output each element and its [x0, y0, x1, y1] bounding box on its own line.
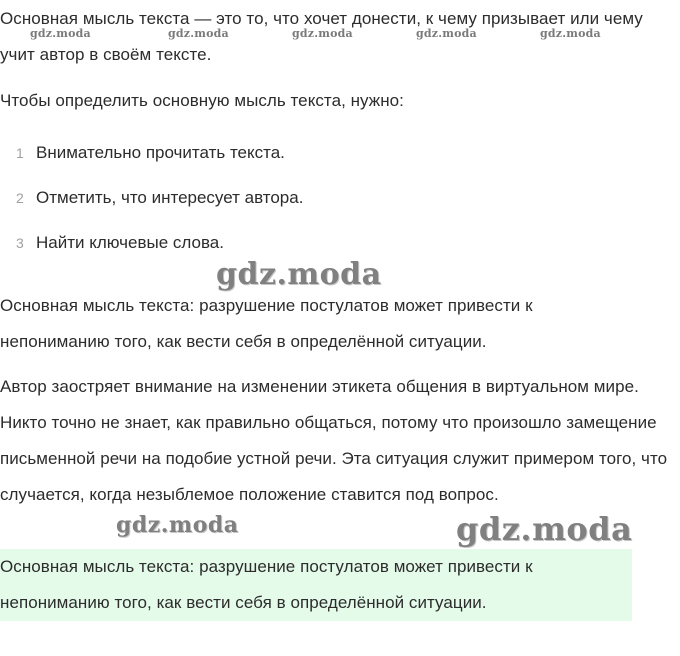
watermark-small: gdz.moda: [168, 27, 229, 40]
list-item-text: Внимательно прочитать текста.: [36, 143, 285, 162]
watermark-small: gdz.moda: [292, 27, 353, 40]
author-paragraph: Автор заостряет внимание на изменении этикета общения в виртуальном мире. Никто точно не знает, как правильно общаться, потому что произошло замещение письменной речи на подобие устной речи. Эта ситуация служит примером того, что случается, когда незыблемое положение ставится под вопрос.: [0, 377, 668, 504]
watermark-small: gdz.moda: [30, 27, 91, 40]
list-number: 1: [16, 145, 24, 161]
highlighted-answer-text: Основная мысль текста: разрушение постулатов может привести к непониманию того, как вести себя в определённой ситуации.: [0, 557, 533, 612]
list-item-text: Отметить, что интересует автора.: [36, 188, 304, 207]
steps-list: [0, 135, 303, 270]
list-item-text: Найти ключевые слова.: [36, 233, 224, 252]
watermark-small: gdz.moda: [416, 27, 477, 40]
list-item: [0, 135, 303, 180]
list-number: 3: [16, 235, 24, 251]
highlighted-answer-block: [0, 549, 632, 621]
watermark-large: gdz.moda: [116, 512, 239, 538]
list-number: 2: [16, 190, 24, 206]
watermark-large: gdz.moda: [216, 257, 382, 292]
steps-lead: Чтобы определить основную мысль текста, нужно:: [0, 91, 404, 110]
main-idea-paragraph: Основная мысль текста: разрушение постулатов может привести к непониманию того, как вести себя в определённой ситуации.: [0, 296, 533, 351]
list-item: [0, 180, 303, 225]
watermark-large: gdz.moda: [456, 510, 633, 548]
watermark-small: gdz.moda: [540, 27, 601, 40]
intro-paragraph: Основная мысль текста — это то, что хочет донести, к чему призывает или чему учит автор в своём тексте.: [0, 9, 643, 64]
